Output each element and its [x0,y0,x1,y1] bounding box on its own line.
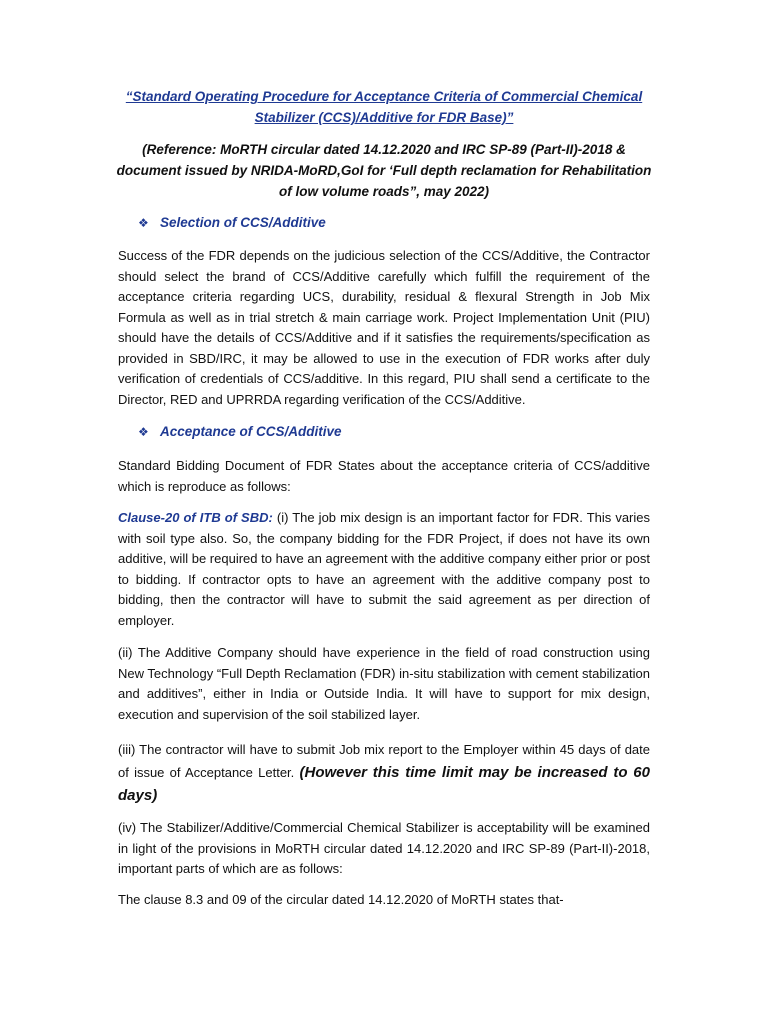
clause-iii-text: (iii) The contractor will have to submit Job mix report to the Employer within 45 days of date of issue of Acceptance Letter. [118,742,650,780]
section-heading-selection [138,213,326,233]
clause-i-text: (i) The job mix design is an important factor for FDR. This varies with soil type also. So, the company bidding for the FDR Project, if does not have its own additive, will be required to have an agreement with the additive company either prior or post to bidding. If contractor opts to have an agreement with the additive company post to bidding, then the contractor will have to submit the said agreement as per direction of employer. [118,510,651,628]
clause-iv-paragraph: (iv) The Stabilizer/Additive/Commercial Chemical Stabilizer is acceptability will be examined in light of the provisions in MoRTH circular dated 14.12.2020 and IRC SP-89 (Part-II)-2018, important parts of which are as follows: [118,820,650,876]
clause-iii-emphasis: (However this time limit may be increased to 60 days) [118,764,650,804]
acceptance-intro-paragraph: Standard Bidding Document of FDR States about the acceptance criteria of CCS/additive which is reproduce as follows: [118,458,650,494]
diamond-bullet-icon: ❖ [138,216,149,230]
section-heading-acceptance [138,422,342,442]
document-title: “Standard Operating Procedure for Acceptance Criteria of Commercial Chemical Stabilizer (CCS)/Additive for FDR Base)” [125,89,643,125]
clause-iii-paragraph [118,738,650,807]
heading-text: Selection of CCS/Additive [160,215,326,230]
clause-20-paragraph [118,508,650,631]
selection-paragraph: Success of the FDR depends on the judicious selection of the CCS/Additive, the Contractor should select the brand of CCS/Additive carefully which fulfill the requirement of the acceptance criteria regarding UCS, durability, residual & flexural Strength in Job Mix Formula as well as in trial stretch & main carriage work. Project Implementation Unit (PIU) should have the details of CCS/Additive and if it satisfies the requirements/specification as provided in SBD/IRC, it may be allowed to use in the execution of FDR works after duly verification of credentials of CCS/additive. In this regard, PIU shall send a certificate to the Director, RED and UPRRDA regarding verification of the CCS/Additive. [118,248,650,407]
heading-text: Acceptance of CCS/Additive [160,424,342,439]
reference-note: (Reference: MoRTH circular dated 14.12.2020 and IRC SP-89 (Part-II)-2018 & document issued by NRIDA-MoRD,GoI for ‘Full depth reclamation for Rehabilitation of low volume roads”, may 2022) [116,142,652,199]
closing-paragraph: The clause 8.3 and 09 of the circular dated 14.12.2020 of MoRTH states that- [118,892,564,907]
diamond-bullet-icon: ❖ [138,425,149,439]
clause-ii-paragraph: (ii) The Additive Company should have experience in the field of road construction using New Technology “Full Depth Reclamation (FDR) in-situ stabilization with cement stabilization and additives”, either in India or Outside India. It will have to support for mix design, execution and supervision of the soil stabilized layer. [118,645,650,722]
clause-label: Clause-20 of ITB of SBD: [118,510,273,525]
